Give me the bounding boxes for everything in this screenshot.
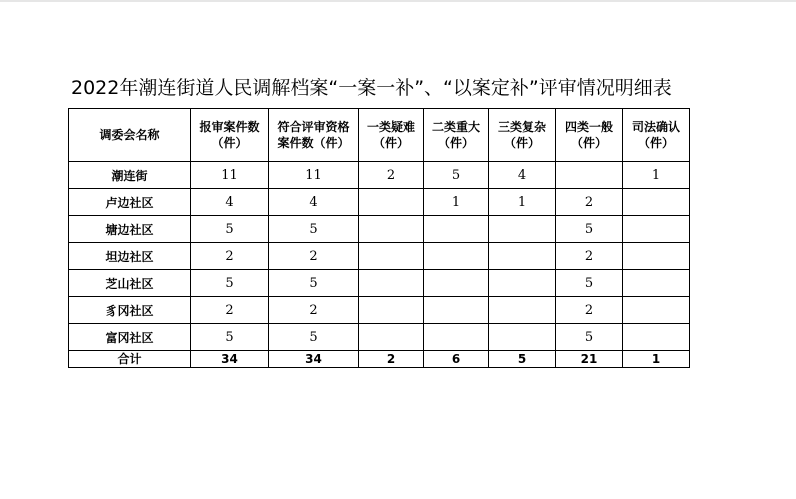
header-row [69, 109, 690, 162]
column-header-line: （件） [372, 136, 409, 150]
count-cell: 5 [191, 216, 269, 243]
count-cell [424, 216, 489, 243]
table-row [69, 216, 690, 243]
count-cell [623, 189, 690, 216]
count-cell: 5 [269, 216, 359, 243]
count-cell: 4 [489, 162, 556, 189]
count-cell: 34 [269, 351, 359, 368]
column-header-line: （件） [570, 136, 607, 150]
count-cell [489, 270, 556, 297]
count-cell: 1 [424, 189, 489, 216]
count-cell: 21 [556, 351, 623, 368]
count-cell [489, 216, 556, 243]
committee-name-cell: 芝山社区 [69, 270, 191, 297]
count-cell: 4 [191, 189, 269, 216]
column-header-line: 四类一般 [564, 120, 613, 134]
count-cell [556, 162, 623, 189]
column-header-line: 三类复杂 [497, 120, 546, 134]
count-cell: 5 [489, 351, 556, 368]
count-cell [424, 270, 489, 297]
column-header [489, 109, 556, 162]
count-cell [424, 297, 489, 324]
count-cell: 5 [191, 324, 269, 351]
column-header-line: （件） [637, 136, 674, 150]
column-header-line: 报审案件数 [199, 120, 260, 134]
committee-name-cell: 坦边社区 [69, 243, 191, 270]
table-row [69, 270, 690, 297]
count-cell: 2 [556, 189, 623, 216]
count-cell: 1 [489, 189, 556, 216]
count-cell: 5 [556, 216, 623, 243]
count-cell: 5 [269, 324, 359, 351]
column-header-line: （件） [503, 136, 540, 150]
count-cell: 5 [191, 270, 269, 297]
committee-name-cell: 合计 [69, 351, 191, 368]
count-cell [623, 270, 690, 297]
count-cell: 5 [556, 270, 623, 297]
column-header-line: 调委会名称 [99, 128, 160, 142]
count-cell [359, 297, 424, 324]
count-cell [489, 297, 556, 324]
column-header [269, 109, 359, 162]
count-cell [489, 243, 556, 270]
committee-name-cell: 富冈社区 [69, 324, 191, 351]
count-cell: 1 [623, 162, 690, 189]
count-cell: 2 [556, 243, 623, 270]
table-row [69, 189, 690, 216]
column-header-line: 符合评审资格 [277, 120, 350, 134]
column-header [623, 109, 690, 162]
count-cell: 5 [556, 324, 623, 351]
count-cell: 5 [269, 270, 359, 297]
count-cell [359, 243, 424, 270]
top-border [0, 0, 796, 2]
count-cell [623, 216, 690, 243]
column-header [424, 109, 489, 162]
count-cell [359, 189, 424, 216]
count-cell: 2 [359, 162, 424, 189]
count-cell [424, 243, 489, 270]
table-row [69, 324, 690, 351]
count-cell: 34 [191, 351, 269, 368]
count-cell [359, 324, 424, 351]
document-title: 2022年潮连街道人民调解档案“一案一补”、“以案定补”评审情况明细表 [71, 77, 672, 99]
committee-name-cell: 塘边社区 [69, 216, 191, 243]
committee-name-cell: 豸冈社区 [69, 297, 191, 324]
count-cell: 2 [269, 297, 359, 324]
count-cell: 11 [269, 162, 359, 189]
count-cell [359, 216, 424, 243]
count-cell [623, 324, 690, 351]
count-cell: 5 [424, 162, 489, 189]
count-cell [623, 297, 690, 324]
column-header [191, 109, 269, 162]
count-cell [489, 324, 556, 351]
column-header-line: （件） [211, 136, 248, 150]
mediation-table [68, 108, 690, 368]
count-cell: 4 [269, 189, 359, 216]
column-header-line: （件） [437, 136, 474, 150]
table-row [69, 162, 690, 189]
count-cell: 2 [269, 243, 359, 270]
column-header [69, 109, 191, 162]
count-cell: 1 [623, 351, 690, 368]
table-row [69, 243, 690, 270]
count-cell [424, 324, 489, 351]
total-row [69, 351, 690, 368]
column-header-line: 案件数（件） [277, 136, 350, 150]
count-cell: 11 [191, 162, 269, 189]
count-cell: 2 [191, 297, 269, 324]
count-cell [623, 243, 690, 270]
column-header-line: 二类重大 [431, 120, 480, 134]
column-header-line: 司法确认 [631, 120, 680, 134]
count-cell: 2 [359, 351, 424, 368]
column-header-line: 一类疑难 [366, 120, 415, 134]
count-cell: 2 [191, 243, 269, 270]
column-header [556, 109, 623, 162]
count-cell [359, 270, 424, 297]
committee-name-cell: 潮连街 [69, 162, 191, 189]
column-header [359, 109, 424, 162]
count-cell: 6 [424, 351, 489, 368]
table-row [69, 297, 690, 324]
committee-name-cell: 卢边社区 [69, 189, 191, 216]
table-body [69, 162, 690, 368]
count-cell: 2 [556, 297, 623, 324]
